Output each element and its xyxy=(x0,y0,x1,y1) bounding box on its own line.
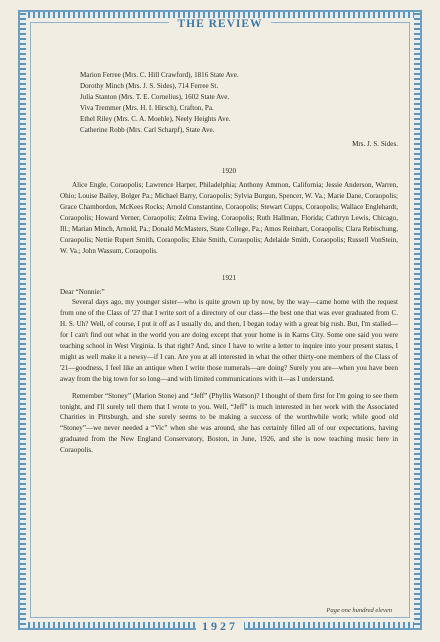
list-item: Julia Stanton (Mrs. T. E. Cornelius), 1602 State Ave. xyxy=(80,92,230,101)
page-number: Page one hundred eleven xyxy=(326,607,392,614)
page-footer xyxy=(0,617,440,635)
letter-salutation: Dear “Nonnie:” xyxy=(60,287,105,296)
section-heading-1921: 1921 xyxy=(221,273,237,282)
list-item: Ethel Riley (Mrs. C. A. Moehle), Neely Heights Ave. xyxy=(80,114,231,123)
class-1920-roster: Alice Engle, Coraopolis; Lawrence Harper, Philadelphia; Anthony Ammon, California; Jessie Anderson, Warren, Ohio; Louise Bailey, Bolger Pa.; Michael Barry, Coraopolis; Sylvia Burgun, Spencer, W. Va.; Marie Dane, Coraopolis; Grace Chambordon, McKees Rocks; Arnold Constantine, Coraopolis; Stewart Cupps, Coraopolis; Wallace Englehardt, Coraopolis; Howard Verner, Coraopolis; Zelma Ewing, Coraopolis; Ruth Hallman, Florida; Cathryn Lewis, Chicago, Ill.; Marian Minch, Arnold, Pa.; Donald McMasters, State College, Pa.; Amos Reinhart, Coraopolis; Clara Rebischung, Coraopolis; Nettie Rupert Smith, Coraopolis; Elsie Smith, Coraopolis; Adelaide Smith, Coraopolis; Russell VonStein, W. Va.; John Wassum, Coraopolis. xyxy=(60,181,398,255)
list-item: Dorothy Minch (Mrs. J. S. Sides), 714 Ferree St. xyxy=(80,81,219,90)
signature: Mrs. J. S. Sides. xyxy=(352,140,398,149)
footer-year: 1927 xyxy=(196,619,244,634)
section-heading-1920: 1920 xyxy=(221,167,237,176)
letter-paragraph: Remember “Stoney” (Marion Stone) and “Jeff” (Phyllis Watson)? I thought of them first for I'm going to see them tonight, and I'll surely tell them that I wrote to you. Well, “Jeff” is much interested in her work with the Associated Charities in Pittsburgh, and she surely seems to be making a success of the worthwhile work; while good old “Stoney”—we never needed a “Vic” when she was around, she has certainly filled all of our expectations, having graduated from the New England Conservatory, Boston, in June, 1926, and she is now teaching music here in Coraopolis. xyxy=(60,391,398,455)
list-item: Marion Ferree (Mrs. C. Hill Crawford), 1816 State Ave. xyxy=(80,71,239,79)
page-title: THE REVIEW xyxy=(169,18,270,30)
address-list xyxy=(80,70,398,135)
list-item: Catherine Robb (Mrs. Carl Scharpf), State Ave. xyxy=(80,125,215,134)
page-content xyxy=(60,70,398,462)
page-header xyxy=(0,14,440,32)
letter-paragraph: Several days ago, my younger sister—who is quite grown up by now, by the way—came home with the request from one of the Class of '27 that I write sort of a directory of our class—the best one that was ever graduated from C. H. S. Uh? Well, of course, I put it off as I usually do, and then, I began today with a great big rush. But, I'm stalled—for I can't find out what in the world you are doing except that your home is in Karns City. Some one said you were teaching school in West Virginia. Is that right? And, since I have to write a letter to inquire into your present status, I might as well make it a newsy—if I can. Are you at all interested in what the other thirty-one members of the Class of '21—goodness, I feel like an antique when I write those numerals—are doing? Surely you are—when you have been away from the big town for so long—and with limited communications with it—as I understand. xyxy=(60,298,398,383)
list-item: Viva Tremmer (Mrs. H. I. Hirsch), Crafton, Pa. xyxy=(80,103,214,112)
